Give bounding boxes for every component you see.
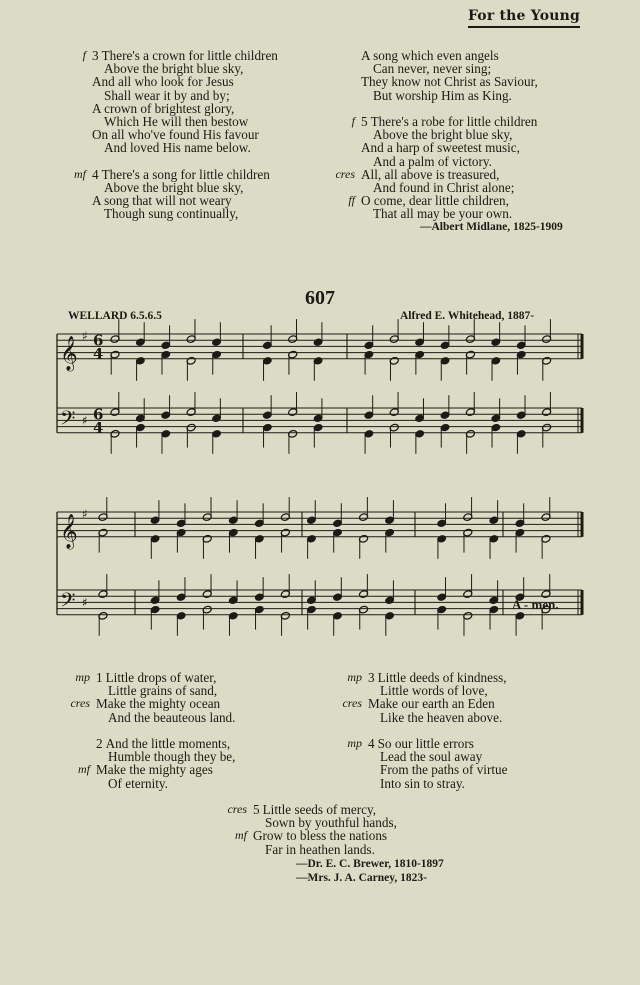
dynamic-marking: f — [82, 48, 86, 62]
verse-text: There's a crown for little children — [101, 48, 278, 63]
verse-text: There's a robe for little children — [370, 113, 538, 129]
key-sharp-icon: ♯ — [82, 413, 88, 428]
dynamic-marking: mp — [75, 670, 90, 684]
key-sharp-icon: ♯ — [82, 329, 88, 343]
verse-number: 4 — [92, 166, 99, 182]
verse-text: Make our earth an Eden — [368, 696, 495, 712]
verse-text: But worship Him as King. — [373, 87, 512, 103]
verse-text: Of eternity. — [108, 775, 168, 791]
verse-text: And loved His name below. — [104, 140, 251, 156]
verse-number: 5 — [361, 113, 368, 129]
verse-text: They know not Christ as Saviour, — [361, 74, 538, 90]
time-signature-bottom: 4 — [93, 344, 104, 363]
verse-text: Humble though they be, — [108, 749, 236, 765]
verse-text: From the paths of virtue — [380, 762, 508, 778]
verse-text: All, all above is treasured, — [361, 166, 500, 182]
verse-text: Make the mighty ocean — [96, 696, 221, 712]
verse-line — [253, 843, 397, 856]
verse-text: Above the bright blue sky, — [373, 127, 513, 143]
verse-five — [227, 802, 397, 857]
verse-number: 1 — [96, 670, 103, 685]
verse-text: And all who look for Jesus — [92, 74, 234, 90]
key-sharp-icon: ♯ — [82, 507, 88, 521]
verse-text: Though sung continually, — [104, 206, 239, 222]
verse-text: Like the heaven above. — [380, 709, 503, 725]
verse-text: And a palm of victory. — [373, 153, 492, 169]
credit-carney: —Mrs. J. A. Carney, 1823- — [296, 872, 427, 884]
verse-text: And a harp of sweetest music, — [361, 140, 520, 156]
verse-text: So our little errors — [377, 735, 474, 751]
verse-text: Above the bright blue sky, — [104, 179, 244, 195]
bass-clef-icon: 𝄢 — [60, 588, 76, 617]
dynamic-marking: cres — [70, 696, 90, 711]
amen-label: A - men. — [512, 597, 559, 612]
verse-text: Into sin to stray. — [380, 775, 465, 791]
dynamic-marking: mf — [78, 762, 90, 777]
hymn-number: 607 — [305, 287, 335, 309]
verse-line — [96, 777, 235, 790]
verse-text: Make the mighty ages — [96, 762, 213, 778]
running-header: For the Young — [468, 8, 580, 28]
verse-number: 3 — [368, 670, 375, 685]
time-signature-top: 6 — [93, 331, 104, 350]
verse-text: Grow to bless the nations — [253, 828, 388, 844]
treble-clef-icon: 𝄞 — [60, 335, 78, 371]
dynamic-marking: mf — [74, 166, 86, 181]
verse-text: That all may be your own. — [373, 206, 513, 222]
prev-hymn-attribution: —Albert Midlane, 1825-1909 — [420, 221, 563, 233]
verse-text: And the little moments, — [105, 735, 231, 751]
credit-brewer: —Dr. E. C. Brewer, 1810-1897 — [296, 858, 444, 870]
verse-text: Shall wear it by and by; — [104, 87, 230, 103]
verse-text: There's a song for little children — [101, 166, 270, 182]
bass-clef-icon: 𝄢 — [60, 406, 76, 435]
dynamic-marking: mp — [347, 670, 362, 684]
verse-line — [368, 711, 507, 724]
dynamic-marking: ff — [348, 193, 355, 208]
verse-text: Sown by youthful hands, — [265, 815, 397, 831]
time-signature-bottom: 4 — [93, 418, 104, 437]
composer-credit: Alfred E. Whitehead, 1887- — [400, 310, 535, 322]
verse-text: Which He will then bestow — [104, 113, 249, 129]
verse-text: Can never, never sing; — [373, 61, 492, 77]
verse-text: A song that will not weary — [92, 193, 232, 209]
verse-text: And found in Christ alone; — [373, 179, 515, 195]
dynamic-marking: mf — [235, 828, 247, 843]
treble-clef-icon: 𝄞 — [60, 513, 78, 549]
verse-number: 4 — [368, 735, 375, 751]
verse-text: Little seeds of mercy, — [262, 802, 376, 817]
dynamic-marking: cres — [335, 166, 355, 181]
verse-number: 3 — [92, 48, 99, 63]
verse-text: And the beauteous land. — [108, 709, 236, 725]
verse-number: 5 — [253, 802, 260, 817]
key-sharp-icon: ♯ — [82, 595, 88, 610]
verse-text: Far in heathen lands. — [265, 841, 375, 857]
verse-text: O come, dear little children, — [361, 193, 509, 209]
verse-text: Little deeds of kindness, — [377, 670, 507, 685]
verse-number: 2 — [96, 735, 103, 751]
verse-line — [96, 711, 235, 724]
verse-text: A song which even angels — [361, 48, 499, 63]
verse-text: Above the bright blue sky, — [104, 61, 244, 77]
time-signature-top: 6 — [93, 405, 104, 424]
dynamic-marking: mp — [347, 735, 362, 750]
dynamic-marking: cres — [227, 802, 247, 816]
dynamic-marking: f — [351, 113, 355, 128]
verse-text: Little drops of water, — [105, 670, 217, 685]
verse-text: On all who've found His favour — [92, 127, 259, 143]
tune-name: WELLARD 6.5.6.5 — [68, 310, 162, 322]
verse-line — [368, 777, 507, 790]
verse-text: Lead the soul away — [380, 749, 483, 765]
verse-text: Little words of love, — [380, 683, 488, 699]
verse-text: A crown of brightest glory, — [92, 100, 235, 116]
verse-text: Little grains of sand, — [108, 683, 218, 699]
dynamic-marking: cres — [342, 696, 362, 711]
verses-left-column — [70, 670, 236, 791]
verses-right-column — [342, 670, 508, 791]
